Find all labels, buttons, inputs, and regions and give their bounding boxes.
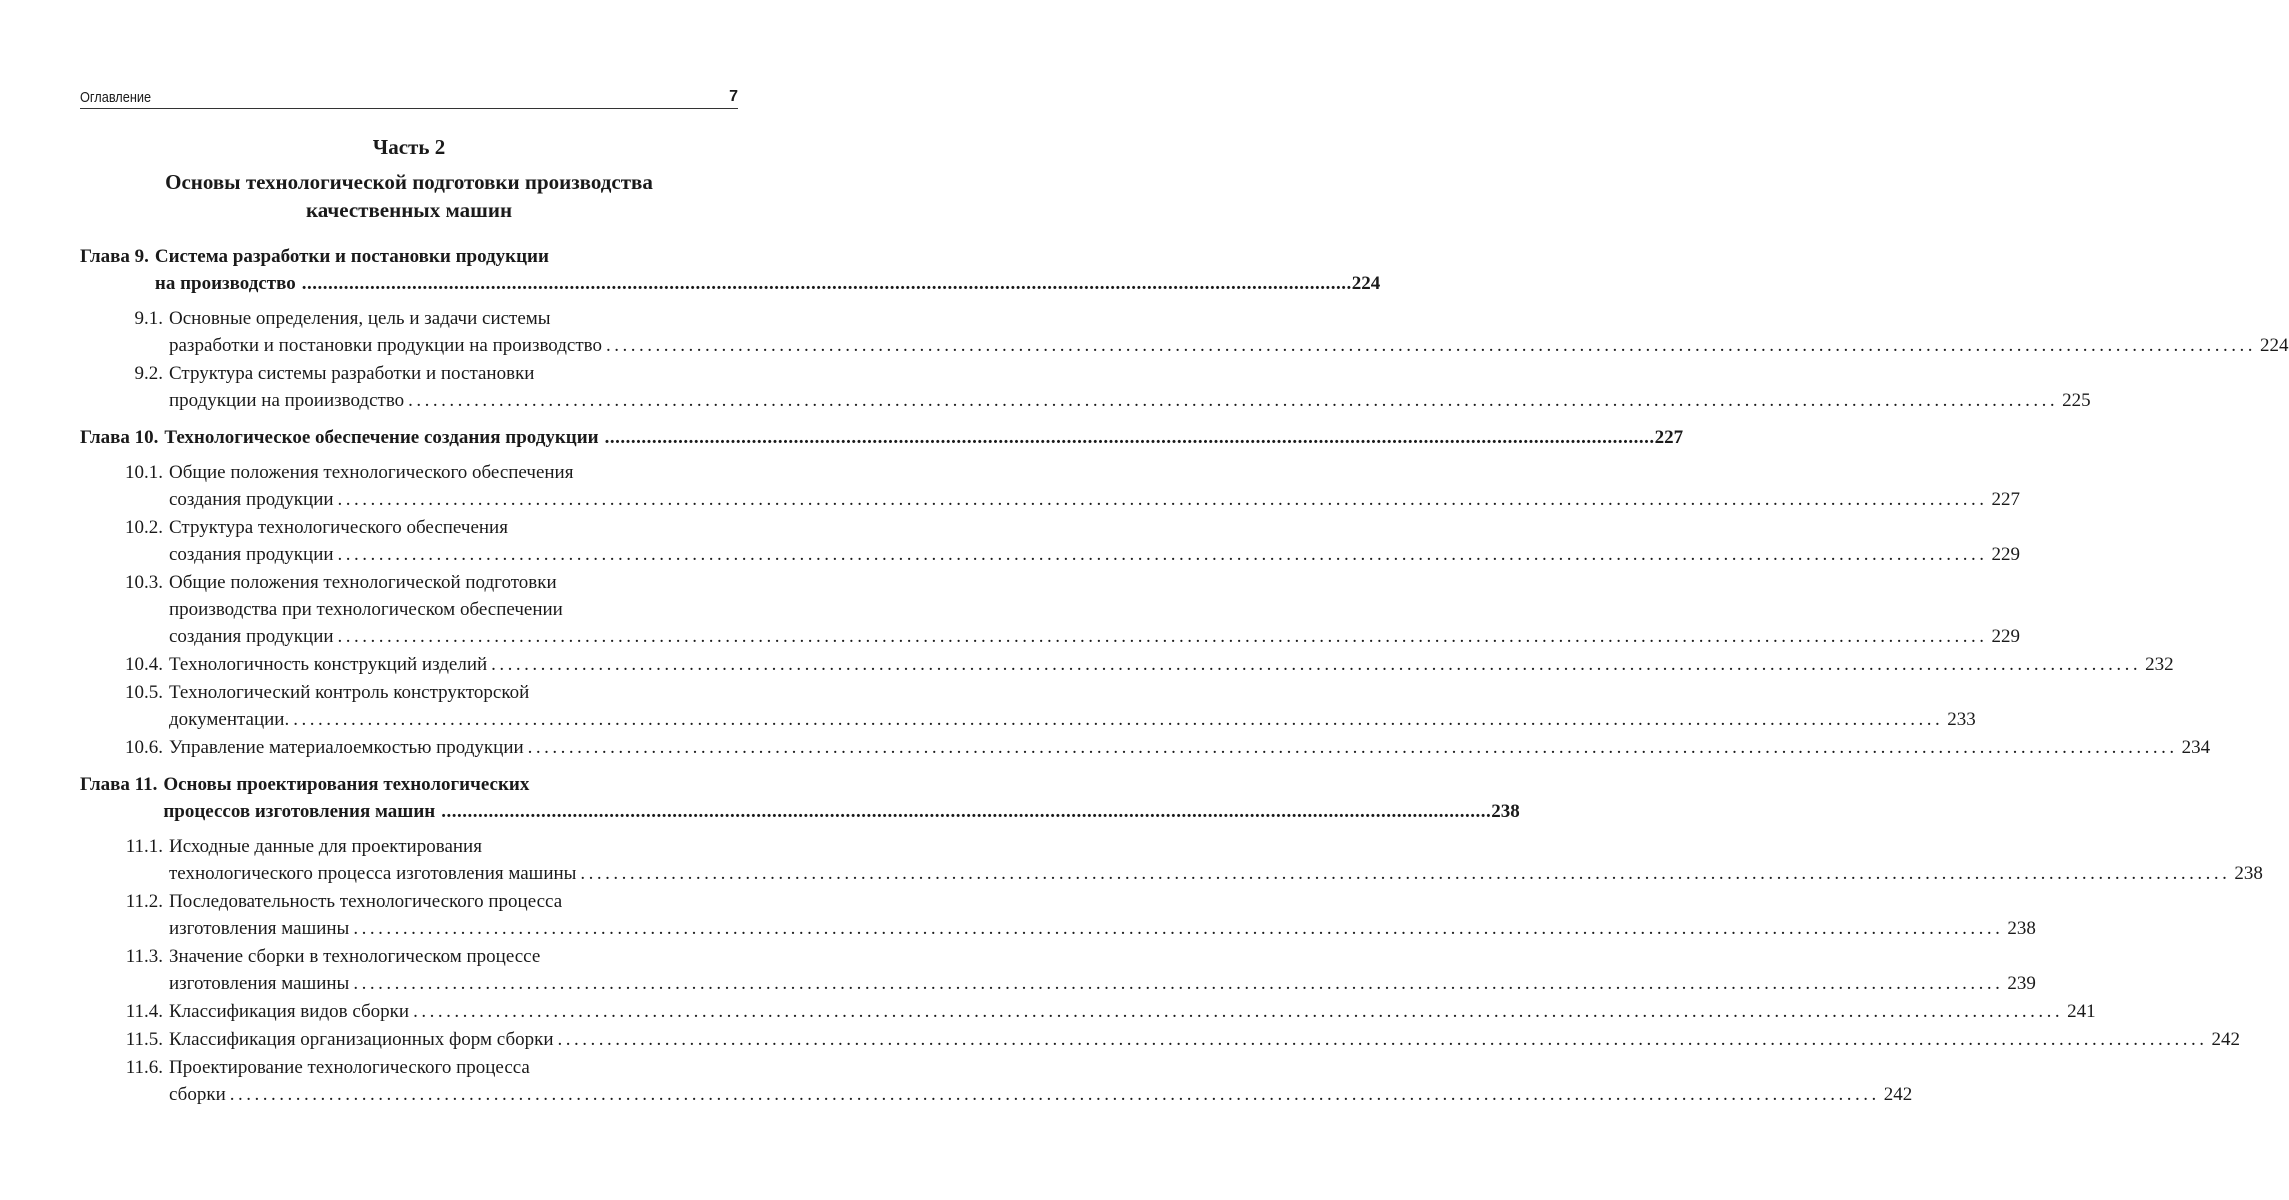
entry-last-line [154,270,1381,297]
entry-last-line [169,486,2021,513]
entry-number: 11.3. [125,946,163,967]
dot-leader: ........................................................................................................................................................................................................ [301,273,1352,294]
entry-page-number: 238 [2234,863,2263,884]
dot-leader: ........................................................................................................................................................................................................ [229,1084,1880,1105]
entry-last-line [169,998,2096,1025]
entry-title-line: создания продукции [169,544,334,565]
entry-last-line [169,541,2021,568]
entry-title [163,1054,1913,1108]
entry-number: 10.1. [125,462,163,483]
entry-title [163,459,2021,513]
entry-last-line [169,332,2289,359]
part-heading [80,133,738,224]
entry-page-number: 242 [1883,1084,1913,1105]
part-title-line: качественных машин [305,198,513,222]
entry-title [163,679,1976,733]
entry-title-line: Структура системы разработки и постановки [169,363,535,384]
toc-chapter-entry[interactable] [80,424,1684,451]
dot-leader: ........................................................................................................................................................................................................ [293,709,1944,730]
toc-section-entry[interactable] [80,734,2211,761]
part-number: Часть 2 [372,135,446,159]
entry-title-line: продукции на проиизводство [169,390,405,411]
entry-page-number: 239 [2007,973,2036,994]
entry-title-line: на производство [154,273,296,294]
entry-title-line: создания продукции [169,489,334,510]
table-of-contents [80,243,2289,1108]
toc-chapter-entry[interactable] [80,771,1520,825]
entry-title-line: сборки [169,1084,226,1105]
entry-title-line: Классификация видов сборки [169,1001,410,1022]
entry-number: Глава 9. [80,246,149,267]
entry-last-line [169,1081,1913,1108]
entry-title-line: Управление материалоемкостью продукции [169,737,524,758]
entry-number: 10.5. [125,682,163,703]
entry-title [163,569,2021,650]
entry-page-number: 224 [1351,273,1381,294]
entry-title [163,888,2036,942]
entry-title-line: Значение сборки в технологическом процессе [169,946,541,967]
entry-title [158,424,1684,451]
entry-title [163,734,2211,761]
entry-page-number: 224 [2260,335,2289,356]
entry-last-line [169,734,2211,761]
page-number: 7 [729,88,738,105]
entry-page-number: 227 [1991,489,2021,510]
entry-last-line [163,798,1520,825]
entry-title [163,305,2289,359]
entry-page-number: 234 [2181,737,2211,758]
dot-leader: ........................................................................................................................................................................................................ [557,1029,2208,1050]
dot-leader: ........................................................................................................................................................................................................ [408,390,2059,411]
entry-title [163,943,2036,997]
toc-section-entry[interactable] [80,888,2036,942]
dot-leader: ........................................................................................................................................................................................................ [491,654,2142,675]
entry-title-line: разработки и постановки продукции на производство [169,335,602,356]
entry-title [163,998,2096,1025]
entry-title-line: Основные определения, цель и задачи системы [169,308,551,329]
entry-title-line: технологического процесса изготовления машины [169,863,577,884]
entry-page-number: 229 [1991,626,2021,647]
entry-number: 10.6. [125,737,163,758]
entry-number: 11.2. [125,891,163,912]
entry-title-line: Технологическое обеспечение создания продукции [164,427,599,448]
dot-leader: ........................................................................................................................................................................................................ [337,544,1988,565]
entry-page-number: 238 [1491,801,1520,822]
dot-leader: ........................................................................................................................................................................................................ [527,737,2178,758]
toc-section-entry[interactable] [80,651,2174,678]
entry-title-line: производства при технологическом обеспечении [169,599,563,620]
entry-title [157,771,1520,825]
entry-last-line [169,623,2021,650]
entry-title-line: документации. [169,709,290,730]
entry-title [163,514,2021,568]
dot-leader: ........................................................................................................................................................................................................ [413,1001,2064,1022]
entry-title-line: Технологичность конструкций изделий [169,654,488,675]
dot-leader: ........................................................................................................................................................................................................ [441,801,1492,822]
entry-page-number: 227 [1654,427,1684,448]
part-title-line: Основы технологической подготовки производства [165,170,653,194]
entry-number: Глава 11. [80,774,158,795]
entry-title-line: Технологический контроль конструкторской [169,682,530,703]
toc-section-entry[interactable] [80,679,1976,733]
toc-chapter-entry[interactable] [80,243,1381,297]
toc-section-entry[interactable] [80,459,2021,513]
entry-page-number: 229 [1991,544,2021,565]
entry-last-line [169,970,2036,997]
entry-number: 11.6. [125,1057,163,1078]
entry-title-line: процессов изготовления машин [163,801,436,822]
entry-title-line: Структура технологического обеспечения [169,517,508,538]
toc-section-entry[interactable] [80,943,2036,997]
entry-title [163,651,2174,678]
entry-number: 10.3. [125,572,163,593]
entry-title-line: Система разработки и постановки продукции [154,246,549,267]
entry-number: 10.2. [125,517,163,538]
entry-page-number: 232 [2145,654,2174,675]
entry-title-line: Общие положения технологической подготовки [169,572,557,593]
toc-section-entry[interactable] [80,1026,2241,1053]
dot-leader: ........................................................................................................................................................................................................ [353,918,2004,939]
entry-last-line [169,860,2263,887]
toc-section-entry[interactable] [80,1054,1913,1108]
entry-page-number: 241 [2067,1001,2096,1022]
entry-number: 9.2. [134,363,163,384]
entry-title-line: изготовления машины [169,973,350,994]
running-header-title: Оглавление [80,89,152,106]
entry-number: 9.1. [134,308,163,329]
running-header [80,84,738,109]
dot-leader: ........................................................................................................................................................................................................ [580,863,2231,884]
entry-title-line: Последовательность технологического процесса [169,891,563,912]
entry-last-line [169,651,2174,678]
entry-title-line: Классификация организационных форм сборки [169,1029,554,1050]
entry-page-number: 238 [2007,918,2036,939]
entry-number: 11.4. [125,1001,163,1022]
dot-leader: ........................................................................................................................................................................................................ [606,335,2256,356]
toc-section-entry[interactable] [80,360,2091,414]
part-title [80,168,738,224]
entry-page-number: 225 [2062,390,2091,411]
entry-last-line [169,915,2036,942]
entry-number: Глава 10. [80,427,159,448]
entry-title [163,1026,2241,1053]
entry-title-line: изготовления машины [169,918,350,939]
entry-last-line [164,424,1684,451]
dot-leader: ........................................................................................................................................................................................................ [337,489,1988,510]
dot-leader: ........................................................................................................................................................................................................ [353,973,2004,994]
toc-section-entry[interactable] [80,998,2096,1025]
entry-last-line [169,387,2091,414]
dot-leader: ........................................................................................................................................................................................................ [604,427,1655,448]
entry-last-line [169,1026,2241,1053]
entry-title-line: Исходные данные для проектирования [169,836,482,857]
toc-section-entry[interactable] [80,305,2289,359]
entry-title-line: Основы проектирования технологических [163,774,530,795]
entry-number: 10.4. [125,654,163,675]
entry-number: 11.1. [125,836,163,857]
toc-section-entry[interactable] [80,569,2021,650]
entry-title [163,833,2263,887]
entry-last-line [169,706,1976,733]
entry-title-line: Общие положения технологического обеспечения [169,462,574,483]
toc-section-entry[interactable] [80,514,2021,568]
dot-leader: ........................................................................................................................................................................................................ [337,626,1988,647]
entry-title-line: создания продукции [169,626,334,647]
entry-title-line: Проектирование технологического процесса [169,1057,530,1078]
entry-page-number: 233 [1947,709,1976,730]
entry-title [149,243,1381,297]
entry-number: 11.5. [125,1029,163,1050]
entry-page-number: 242 [2211,1029,2241,1050]
toc-section-entry[interactable] [80,833,2263,887]
entry-title [163,360,2091,414]
